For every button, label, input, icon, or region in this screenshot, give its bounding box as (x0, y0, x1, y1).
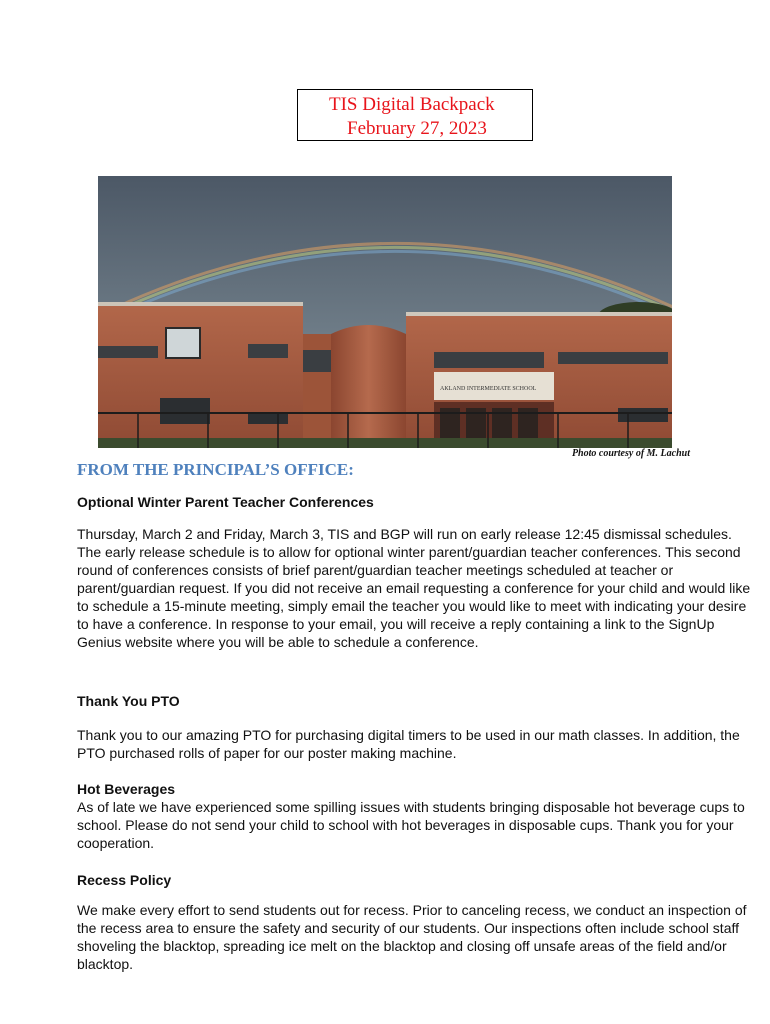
article-heading: Thank You PTO (77, 693, 180, 709)
article-hot-beverages (77, 780, 757, 852)
article-body: We make every effort to send students out for recess. Prior to canceling recess, we conduct an inspection of the recess area to ensure the safety and security of our students. Our inspections often include school staff shoveling the blacktop, spreading ice melt on the blacktop and closing off unsafe areas of the field and/or blacktop. (77, 902, 747, 972)
school-photo (98, 176, 672, 448)
article-heading: Recess Policy (77, 872, 172, 888)
article-body: As of late we have experienced some spilling issues with students bringing disposable hot beverage cups to school. Please do not send your child to school with hot beverages in disposable cups. Thank you for your cooperation. (77, 799, 745, 851)
article-recess-policy (77, 871, 757, 973)
article-body: Thank you to our amazing PTO for purchasing digital timers to be used in our math classes. In addition, the PTO purchased rolls of paper for our poster making machine. (77, 727, 740, 761)
photo-caption: Photo courtesy of M. Lachut (571, 448, 690, 459)
article-heading: Optional Winter Parent Teacher Conferences (77, 494, 374, 510)
article-conferences (77, 493, 757, 651)
article-body: Thursday, March 2 and Friday, March 3, TIS and BGP will run on early release 12:45 dismissal schedules. The early release schedule is to allow for optional winter parent/guardian teacher conferences. This second round of conferences consists of brief parent/guardian teacher meetings scheduled at teacher or parent/guardian request. If you did not receive an email requesting a conference for your child and would like to schedule a 15-minute meeting, simply email the teacher you would like to meet with indicating your desire to have a conference. In response to your email, you will receive a reply containing a link to the SignUp Genius website where you will be able to schedule a conference. (77, 526, 751, 650)
section-heading: FROM THE PRINCIPAL’S OFFICE: (77, 460, 354, 479)
newsletter-date: February 27, 2023 (347, 118, 487, 139)
school-sign-text: AKLAND INTERMEDIATE SCHOOL (440, 386, 537, 392)
newsletter-title: TIS Digital Backpack (329, 94, 495, 115)
newsletter-title-box (297, 89, 533, 141)
article-thank-you-pto (77, 692, 757, 762)
article-heading: Hot Beverages (77, 781, 176, 797)
